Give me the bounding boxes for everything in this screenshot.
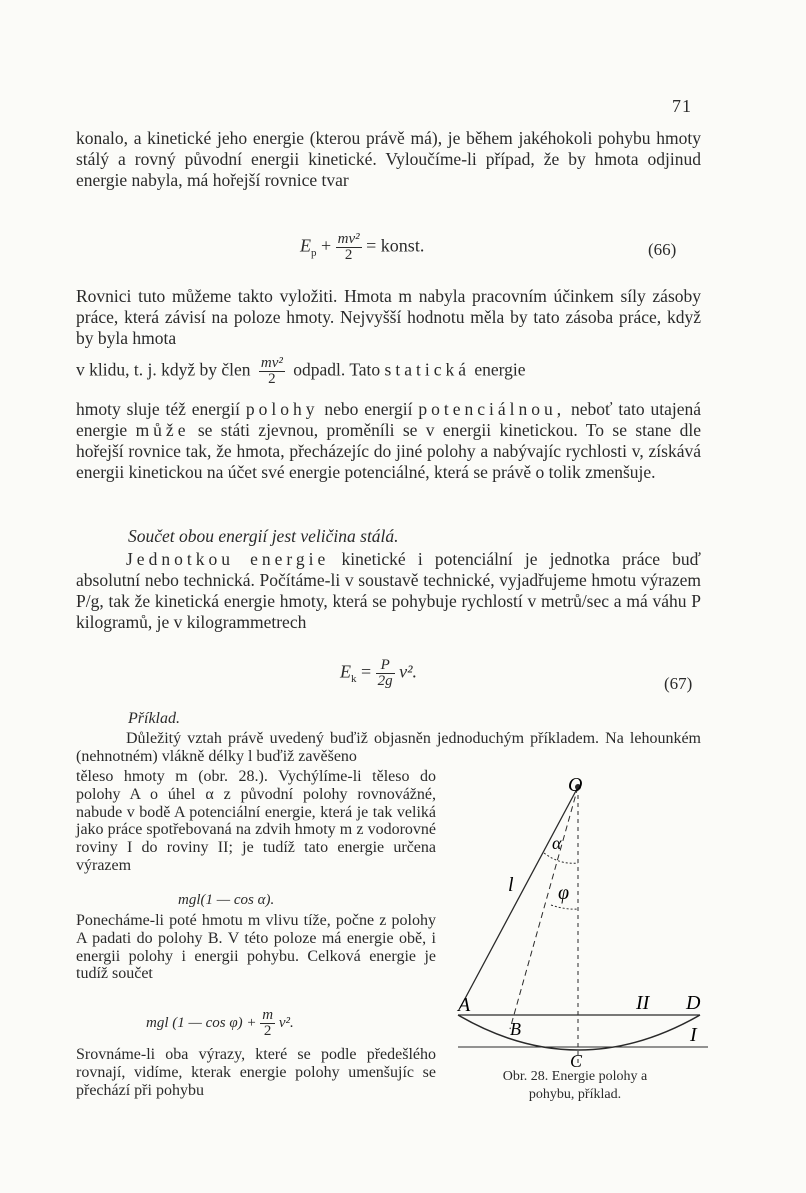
para2-frac-den: 2: [268, 371, 276, 387]
pendulum-figure: [448, 775, 718, 1075]
swing-arc: [458, 1015, 700, 1050]
label-B: B: [510, 1019, 521, 1039]
paragraph-3: Součet obou energií jest veličina stálá.: [128, 526, 399, 546]
eq67-left: E: [340, 661, 351, 682]
eq67-number: (67): [664, 674, 693, 693]
eq66-numerator: mv²: [337, 231, 360, 247]
para2-rest-spaced1: polohy: [245, 399, 319, 419]
expr2-den: 2: [263, 1023, 272, 1039]
para2-rest-d: se státi zjevnou, proměníli se v energii kinetickou. To se stane dle hořejší rovnice tak, že hmota, přecházejíc do jiné polohy a nabývajíc rychlosti v, získává energii kinetickou na účet své energie potenciálné, která se právě o tolik zmenšuje.: [76, 420, 702, 482]
caption-line-1: Obr. 28. Energie polohy a: [502, 1069, 648, 1084]
caption-line-2: pohybu, příklad.: [528, 1087, 622, 1102]
example-narrow-1: těleso hmoty m (obr. 28.). Vychýlíme-li těleso do polohy A o úhel α z původní polohy rovnovážné, nabude v bodě A potenciální energie, která je tak veliká jako práce spotřebovaná na zdvih hmoty m z vodorovné roviny I do roviny II; je tudíž tato energie určena výrazem: [76, 768, 436, 874]
label-C: C: [570, 1051, 583, 1071]
alpha-arc: [544, 853, 578, 863]
label-alpha: α: [552, 833, 562, 853]
para2-line1: Rovnici tuto můžeme takto vyložiti. Hmota m nabyla pracovním účinkem síly zásoby práce, která závisí na poloze hmoty. Nejvyšší hodnotu měla by tato zásoba práce, když by byla hmota: [76, 286, 701, 348]
para2-rest-spaced3: může: [135, 420, 190, 440]
label-phi: φ: [558, 882, 570, 904]
example-heading: Příklad.: [128, 710, 180, 727]
para2-line2-a: v klidu, t. j. když by člen: [76, 359, 251, 380]
dashed-to-B: [510, 787, 578, 1029]
figure-caption: [460, 1068, 690, 1104]
expr2-num: m: [262, 1007, 274, 1023]
para4-text: kinetické i potenciální je jednotka práce buď absolutní nebo technická. Počítáme-li v soustavě technické, vyjadřujeme hmotu výrazem P/g, tak že kinetická energie hmoty, která se pohybuje rychlostí v metrů/sec a má váhu P kilogramů, je v kilogrammetrech: [76, 549, 701, 632]
paragraph-2: [76, 286, 701, 349]
para2-rest-a: hmoty slujе též energií: [76, 399, 241, 419]
example-intro: [76, 730, 701, 766]
eq66-denominator: 2: [344, 247, 353, 263]
example-intro-text: Důležitý vztah právě uvedený buďiž objasněn jednoduchým příkladem. Na lehounkém (nehnotném) vlákně délky l buďiž zavěšeno: [76, 730, 701, 765]
eq66-left-sub: p: [311, 247, 317, 260]
eq66-left: E: [300, 235, 311, 256]
eq67-tail: v².: [399, 661, 418, 682]
eq67-numerator: P: [376, 658, 395, 674]
eq67-denominator: 2g: [377, 673, 393, 689]
eq66-plus: +: [321, 235, 332, 256]
para2-frac-num: mv²: [260, 355, 283, 371]
label-II: II: [636, 992, 650, 1014]
example-narrow-2: Ponecháme-li poté hmotu m vlivu tíže, počne z polohy A padati do polohy B. V této poloze má energie obě, i energii polohy i energii pohybu. Celková energie je tudíž součet: [76, 912, 436, 983]
eq66-number: (66): [648, 240, 677, 259]
label-l: l: [508, 874, 514, 896]
label-I: I: [690, 1024, 697, 1046]
para2-line2-b: odpadl. Tato: [293, 359, 381, 380]
para2-rest-b: nebo energií: [324, 399, 413, 419]
paragraph-1: konalo, a kinetické jeho energie (kterou právě má), je během jakéhokoli pohybu hmoty stálý a rovný původní energii kinetické. Vyloučíme-li případ, že by hmota odjinud energie nabyla, má hořejší rovnice tvar: [76, 128, 701, 190]
para2-rest-spaced2: potenciálnou,: [418, 399, 566, 419]
label-D: D: [686, 992, 701, 1014]
paragraph-4: [76, 549, 701, 633]
example-expr-1: mgl(1 — cos α).: [178, 892, 275, 908]
page-number: 71: [672, 96, 692, 116]
example-narrow-3: Srovnáme-li oba výrazy, které se podle předešlého rovnají, vidíme, kterak energie polohy umenšujíc se přechází při pohybu: [76, 1046, 436, 1099]
phi-arc: [551, 905, 578, 909]
expr2-b: v².: [278, 1014, 294, 1031]
eq66-right: = konst.: [366, 235, 425, 256]
label-A: A: [458, 994, 471, 1016]
paragraph-2-rest: [76, 399, 701, 483]
label-O: O: [568, 775, 583, 796]
para4-spaced: Jednotkou energie: [126, 549, 330, 569]
example-expr-2: [146, 1008, 294, 1039]
expr2-a: mgl (1 — cos φ) +: [146, 1014, 257, 1031]
paragraph-2-line2: [76, 356, 701, 387]
eq67-eq: =: [361, 661, 372, 682]
para2-line2-c: energie: [474, 359, 526, 380]
equation-66: [300, 232, 424, 263]
para2-line2-spaced: statická: [384, 359, 470, 380]
equation-67: [340, 658, 417, 689]
para2-rest-c: neboť tato utajená energie: [76, 399, 701, 440]
eq67-left-sub: k: [351, 673, 357, 686]
